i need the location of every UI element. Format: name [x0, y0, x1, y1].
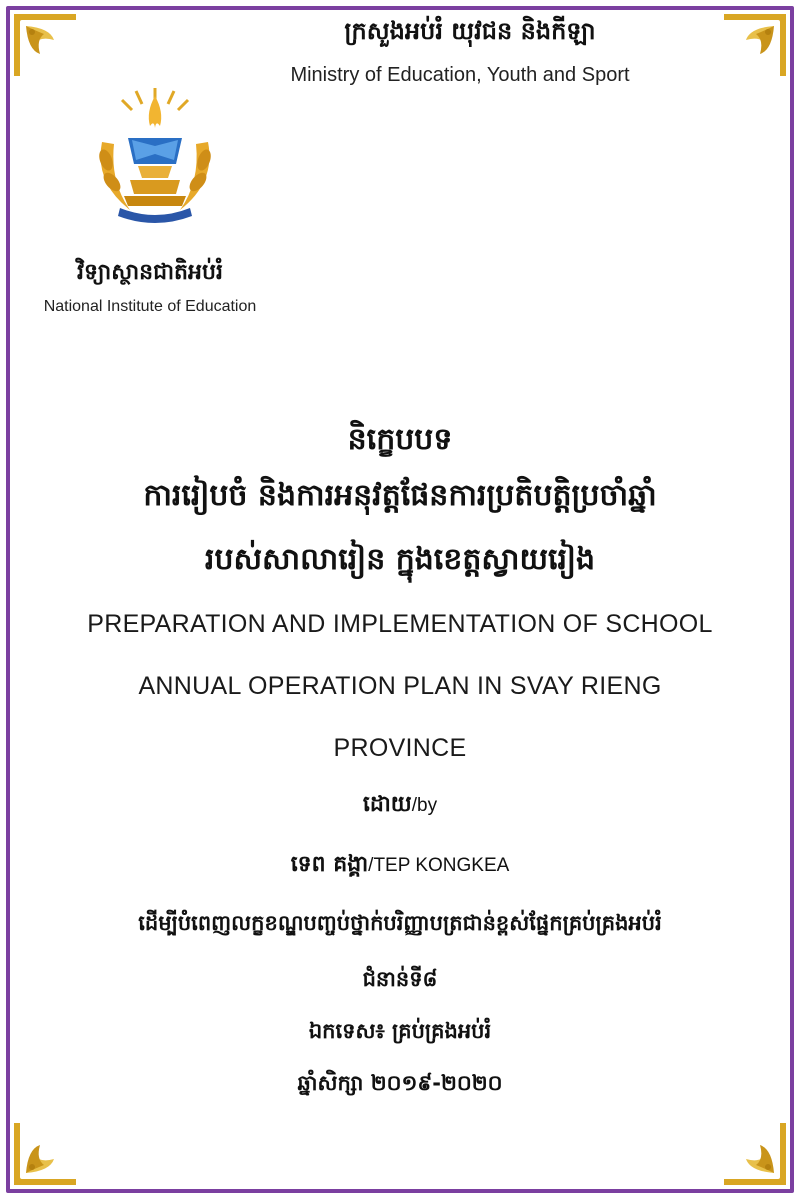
thesis-label-kh: និក្ខេបបទ: [347, 422, 453, 457]
title-kh-line-1: ការរៀបចំ និងការអនុវត្តផែនការប្រតិបត្តិប្រចាំឆ្នាំ: [143, 478, 657, 513]
ministry-name-kh: ក្រសួងអប់រំ យុវជន និងកីឡា: [344, 17, 596, 45]
institute-name-kh: វិទ្យាស្ថានជាតិអប់រំ: [77, 260, 223, 285]
ministry-name-en: Ministry of Education, Youth and Sport: [290, 64, 630, 86]
by-line: [30, 790, 770, 822]
title-en-line-2: ANNUAL OPERATION PLAN IN SVAY RIENG: [138, 672, 662, 700]
author-name-en: /TEP KONGKEA: [368, 855, 510, 876]
title-kh-line-2: របស់សាលារៀន ក្នុងខេត្តស្វាយរៀង: [204, 542, 596, 577]
title-en-line-1: PREPARATION AND IMPLEMENTATION OF SCHOOL: [87, 610, 713, 638]
corner-ornament-icon: [10, 1119, 80, 1189]
author-name-kh: ទេព គង្គា: [290, 852, 369, 877]
institute-name-en: National Institute of Education: [43, 298, 257, 315]
by-label-en: /by: [411, 795, 438, 816]
corner-ornament-icon: [10, 10, 80, 80]
title-en-line-3: PROVINCE: [333, 734, 467, 762]
purpose-statement: ដើម្បីបំពេញលក្ខខណ្ឌបញ្ចប់ថ្នាក់បរិញ្ញាបត្រជាន់ខ្ពស់ផ្នែកគ្រប់គ្រងអប់រំ: [138, 911, 662, 935]
corner-ornament-icon: [720, 10, 790, 80]
nie-emblem-icon: [80, 82, 230, 232]
cohort: ជំនាន់ទី៨: [362, 967, 438, 991]
corner-ornament-icon: [720, 1119, 790, 1189]
by-label-kh: ដោយ: [362, 792, 412, 817]
author-line: [30, 850, 770, 882]
major: ឯកទេស៖ គ្រប់គ្រងអប់រំ: [308, 1019, 492, 1043]
academic-year: ឆ្នាំសិក្សា ២០១៩-២០២០: [297, 1071, 503, 1095]
